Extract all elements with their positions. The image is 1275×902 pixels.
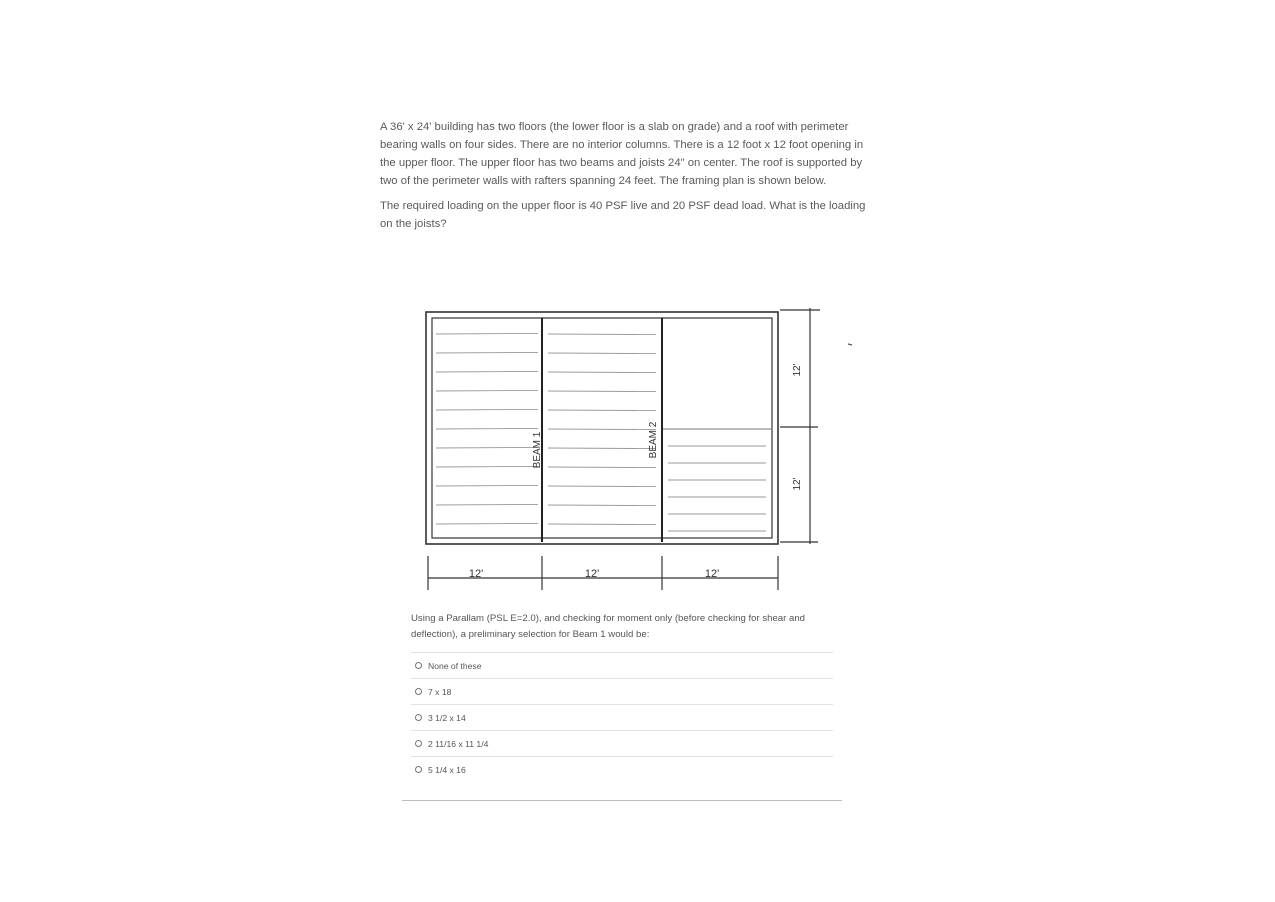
perimeter-wall-outer [426, 312, 778, 544]
joist-line [548, 372, 656, 373]
radio-button[interactable] [415, 662, 422, 669]
joist-line [436, 485, 538, 486]
joist-line [548, 334, 656, 335]
option-5-1-4x16[interactable] [411, 757, 833, 782]
joists-bays-1-2 [436, 333, 656, 524]
radio-button[interactable] [415, 688, 422, 695]
joist-line [548, 353, 656, 354]
joist-line [548, 391, 656, 392]
joist-line [436, 352, 538, 353]
radio-button[interactable] [415, 766, 422, 773]
option-label: 2 11/16 x 11 1/4 [428, 738, 489, 749]
beam-2-label: BEAM 2 [648, 421, 659, 459]
question-text: Using a Parallam (PSL E=2.0), and checking for moment only (before checking for shear and deflection), a preliminary selection for Beam 1 would be: [411, 613, 805, 640]
joist-line [436, 523, 538, 524]
joist-line [436, 466, 538, 467]
option-3-1-2x14[interactable] [411, 705, 833, 731]
joist-line [436, 390, 538, 391]
joists-bay-3 [668, 446, 766, 531]
option-label: None of these [428, 660, 482, 671]
joist-line [436, 428, 538, 429]
beam-1-label: BEAM 1 [532, 431, 543, 469]
divider [402, 800, 842, 801]
right-dimension-line [780, 308, 820, 544]
answer-options [411, 652, 833, 782]
problem-paragraph-2: The required loading on the upper floor is 40 PSF live and 20 PSF dead load. What is the loading on the joists? [380, 200, 866, 230]
joist-line [548, 448, 656, 449]
joist-line [436, 333, 538, 334]
joist-line [436, 409, 538, 410]
joist-line [436, 447, 538, 448]
joist-line [548, 486, 656, 487]
pencil-mark [848, 344, 852, 345]
option-label: 5 1/4 x 16 [428, 764, 466, 775]
joist-line [548, 524, 656, 525]
radio-button[interactable] [415, 714, 422, 721]
joist-line [548, 467, 656, 468]
dim-bottom-1: 12' [468, 568, 484, 580]
joist-line [548, 429, 656, 430]
problem-paragraph-1: A 36' x 24' building has two floors (the lower floor is a slab on grade) and a roof with perimeter bearing walls on four sides. There are no interior columns. There is a 12 foot x 12 foot opening in the upper floor. The upper floor has two beams and joists 24" on center. The roof is supported by two of the perimeter walls with rafters spanning 24 feet. The framing plan is shown below. [380, 121, 864, 187]
option-label: 7 x 18 [428, 686, 452, 697]
radio-button[interactable] [415, 740, 422, 747]
joist-line [436, 371, 538, 372]
quiz-question [411, 611, 833, 782]
dim-bottom-3: 12' [704, 568, 720, 580]
dim-right-1: 12' [792, 363, 803, 377]
option-2-11-16x11-1-4[interactable] [411, 731, 833, 757]
joist-line [436, 504, 538, 505]
dim-bottom-2: 12' [584, 568, 600, 580]
option-7x18[interactable] [411, 679, 833, 705]
joist-line [548, 410, 656, 411]
dim-right-2: 12' [792, 477, 803, 491]
option-label: 3 1/2 x 14 [428, 712, 466, 723]
option-none-of-these[interactable] [411, 653, 833, 679]
joist-line [548, 505, 656, 506]
